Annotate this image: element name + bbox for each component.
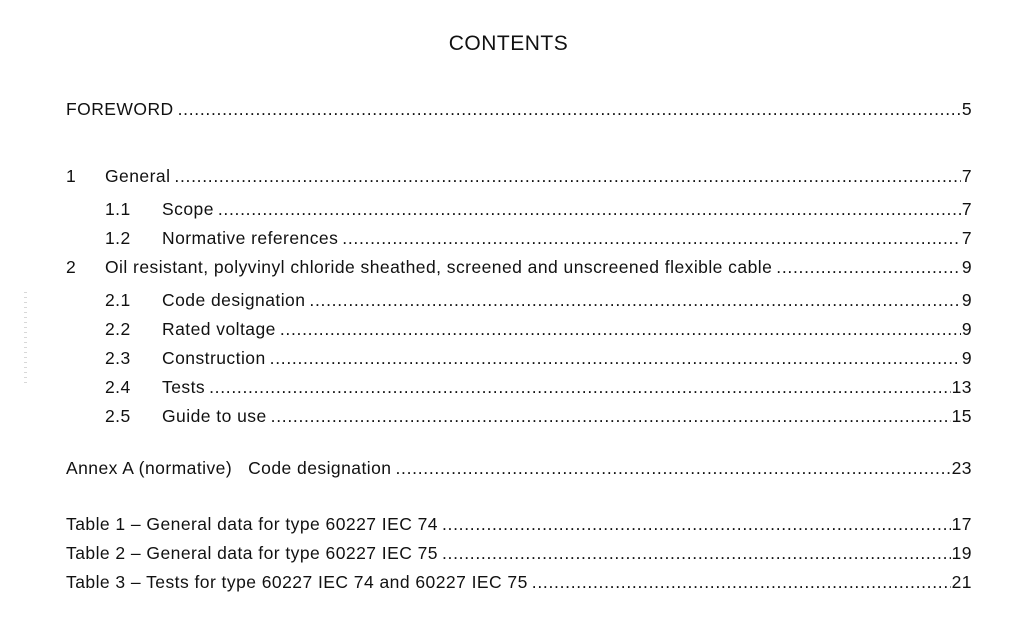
toc-entry-oil-resistant-cable[interactable] (66, 255, 972, 279)
toc-entry-page: 9 (961, 348, 972, 368)
toc-entry-page: 13 (951, 377, 972, 397)
toc-entry-title: Table 1 – General data for type 60227 IEC 74 (66, 514, 438, 534)
dot-leader (174, 164, 960, 188)
toc-entry-title: General (105, 166, 171, 186)
toc-entry-table-2[interactable] (66, 541, 972, 565)
toc-entry-general[interactable] (66, 164, 972, 188)
toc-entry-page: 7 (961, 228, 972, 248)
toc-entry-title: Annex A (normative) Code designation (66, 458, 392, 478)
dot-leader (395, 456, 950, 480)
toc-entry-foreword[interactable] (66, 97, 972, 121)
dot-leader (776, 255, 961, 279)
toc-entry-number: 1 (66, 166, 77, 186)
toc-entry-title: Code designation (162, 290, 306, 310)
dot-leader (218, 197, 961, 221)
toc-entry-normative-references[interactable] (105, 226, 972, 250)
toc-entry-scope[interactable] (105, 197, 972, 221)
toc-entry-page: 9 (961, 257, 972, 277)
toc-entry-construction[interactable] (105, 346, 972, 370)
dot-leader (532, 570, 951, 594)
toc-entry-title: Oil resistant, polyvinyl chloride sheathed, screened and unscreened flexible cable (105, 257, 773, 277)
toc-entry-page: 5 (961, 99, 972, 119)
toc-entry-title: Construction (162, 348, 266, 368)
dot-leader (280, 317, 961, 341)
toc-entry-page: 7 (961, 166, 972, 186)
toc-entry-title: Guide to use (162, 406, 267, 426)
toc-entry-code-designation[interactable] (105, 288, 972, 312)
dot-leader (442, 541, 951, 565)
toc-entry-number: 2.1 (105, 290, 131, 310)
toc-entry-number: 2.4 (105, 377, 131, 397)
toc-entry-number: 1.1 (105, 199, 131, 219)
toc-entry-rated-voltage[interactable] (105, 317, 972, 341)
toc-entry-page: 15 (951, 406, 972, 426)
toc-entry-page: 9 (961, 290, 972, 310)
toc-entry-title: Normative references (162, 228, 339, 248)
dot-leader (342, 226, 961, 250)
dot-leader (442, 512, 951, 536)
toc-entry-tests[interactable] (105, 375, 972, 399)
toc-entry-title: Tests (162, 377, 206, 397)
toc-entry-table-1[interactable] (66, 512, 972, 536)
toc-entry-number: 2 (66, 257, 77, 277)
toc-entry-number: 1.2 (105, 228, 131, 248)
toc-entry-title: Table 2 – General data for type 60227 IEC 75 (66, 543, 438, 563)
toc-entry-title: Rated voltage (162, 319, 276, 339)
toc-entry-title: FOREWORD (66, 99, 174, 119)
toc-entry-page: 17 (951, 514, 972, 534)
dot-leader (270, 346, 961, 370)
toc-entry-annex-a[interactable] (66, 456, 972, 480)
toc-entry-page: 9 (961, 319, 972, 339)
dot-leader (209, 375, 951, 399)
toc-entry-guide-to-use[interactable] (105, 404, 972, 428)
toc-entry-table-3[interactable] (66, 570, 972, 594)
toc-entry-page: 7 (961, 199, 972, 219)
margin-mark (24, 292, 27, 384)
dot-leader (178, 97, 961, 121)
toc-entry-page: 19 (951, 543, 972, 563)
toc-entry-page: 21 (951, 572, 972, 592)
toc-entry-number: 2.5 (105, 406, 131, 426)
toc-entry-number: 2.3 (105, 348, 131, 368)
dot-leader (271, 404, 951, 428)
toc-entry-number: 2.2 (105, 319, 131, 339)
dot-leader (309, 288, 960, 312)
page-title: CONTENTS (448, 32, 569, 55)
toc-entry-title: Scope (162, 199, 214, 219)
toc-entry-title: Table 3 – Tests for type 60227 IEC 74 and 60227 IEC 75 (66, 572, 528, 592)
toc-entry-page: 23 (951, 458, 972, 478)
